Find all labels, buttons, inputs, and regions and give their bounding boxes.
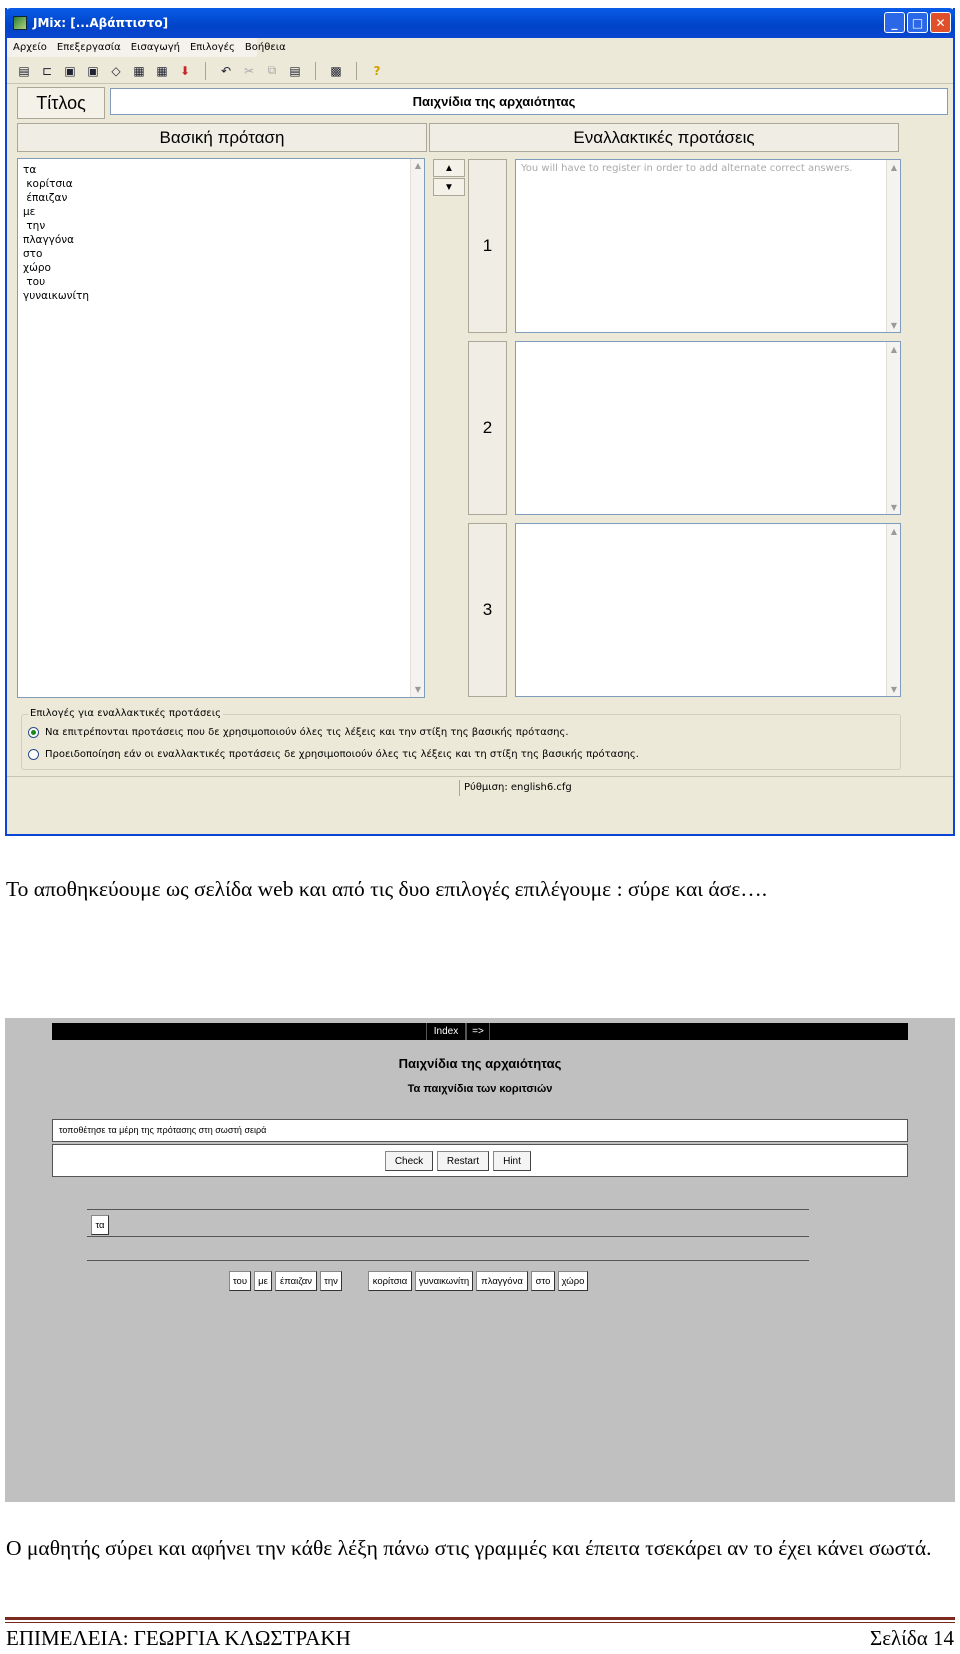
status-config: Ρύθμιση: english6.cfg <box>459 780 819 796</box>
nav-bar <box>52 1023 908 1040</box>
web-subtitle: Τα παιχνίδια των κοριτσιών <box>407 1083 553 1095</box>
scroll-down-icon[interactable]: ▼ <box>890 502 898 512</box>
scroll-up-icon[interactable]: ▲ <box>890 162 898 172</box>
cut-icon[interactable]: ✂ <box>243 63 255 78</box>
minimize-icon[interactable]: _ <box>884 12 905 33</box>
status-bar <box>7 776 953 798</box>
close-icon[interactable]: ✕ <box>930 12 951 33</box>
scroll-up-icon[interactable]: ▲ <box>414 161 422 170</box>
check-button[interactable]: Check <box>385 1151 433 1171</box>
placed-word[interactable]: τα <box>91 1215 109 1235</box>
jmix-window <box>5 8 955 836</box>
copy-icon[interactable]: ⧉ <box>267 63 277 77</box>
move-up-button[interactable] <box>433 159 465 177</box>
radio-allow[interactable] <box>28 727 39 738</box>
alternative-2-textarea[interactable] <box>515 341 901 515</box>
sentence-line: χώρο <box>23 262 51 274</box>
paragraph-student-drag: Ο μαθητής σύρει και αφήνει την κάθε λέξη πάνω στις γραμμές και έπειτα τσεκάρει αν το έχει κάνει σωστά. <box>6 1536 932 1560</box>
toolbar-separator <box>356 62 357 80</box>
alternatives-options-group <box>21 708 901 770</box>
nav-next-link[interactable]: => <box>466 1023 490 1040</box>
export-icon[interactable]: ◇ <box>111 63 121 78</box>
arrow-up-icon: ▲ <box>444 162 454 174</box>
scroll-up-icon[interactable]: ▲ <box>890 344 898 354</box>
instruction-box: τοποθέτησε τα μέρη της πρότασης στη σωστή σειρά <box>52 1119 908 1142</box>
alternative-2-button[interactable]: 2 <box>468 341 507 515</box>
sentence-line: στο <box>23 248 43 260</box>
title-label-button[interactable]: Τίτλος <box>17 87 105 119</box>
option-allow[interactable] <box>28 727 569 738</box>
word-tile[interactable]: την <box>320 1271 342 1291</box>
menu-help[interactable]: Βοήθεια <box>244 42 286 53</box>
menu-options[interactable]: Επιλογές <box>189 42 235 53</box>
new-file-icon[interactable]: ▤ <box>18 63 30 78</box>
option-allow-label: Να επιτρέπονται προτάσεις που δε χρησιμοποιούν όλες τις λέξεις και την στίξη της βασικής πρότασης. <box>45 727 569 738</box>
hint-button[interactable]: Hint <box>493 1151 531 1171</box>
alternatives-header[interactable]: Εναλλακτικές προτάσεις <box>429 123 899 152</box>
menu-edit[interactable]: Επεξεργασία <box>56 42 121 53</box>
open-folder-icon[interactable]: ⊏ <box>41 63 53 78</box>
word-tile[interactable]: στο <box>531 1271 555 1291</box>
sentence-line: έπαιζαν <box>23 192 68 204</box>
save-icon[interactable]: ▣ <box>64 63 76 78</box>
radio-warn[interactable] <box>28 749 39 760</box>
sentence-line: πλαγγόνα <box>23 234 75 246</box>
paste-icon[interactable]: ▤ <box>289 63 301 78</box>
word-tile[interactable]: γυναικωνίτη <box>415 1271 473 1291</box>
paragraph-save-web: Το αποθηκεύουμε ως σελίδα web και από τις δυο επιλογές επιλέγουμε : σύρε και άσε…. <box>6 877 768 901</box>
menu-bar <box>7 38 286 57</box>
footer-author: ΕΠΙΜΕΛΕΙΑ: ΓΕΩΡΓΙΑ ΚΛΩΣΤΡΑΚΗ <box>6 1626 351 1650</box>
arrow-down-icon: ▼ <box>444 181 454 193</box>
toolbar-separator <box>315 62 316 80</box>
print-icon[interactable]: ▩ <box>330 63 342 78</box>
scroll-up-icon[interactable]: ▲ <box>890 526 898 536</box>
alternative-3-textarea[interactable] <box>515 523 901 697</box>
options-legend: Επιλογές για εναλλακτικές προτάσεις <box>30 708 221 719</box>
maximize-icon[interactable]: □ <box>907 12 928 33</box>
app-icon <box>13 16 27 30</box>
toolbar <box>7 58 953 84</box>
footer-rule <box>5 1622 955 1623</box>
sentence-line: με <box>23 206 36 218</box>
word-tile[interactable]: με <box>254 1271 272 1291</box>
sentence-line: κορίτσια <box>23 178 73 190</box>
button-bar <box>52 1144 908 1177</box>
alternative-1-button[interactable]: 1 <box>468 159 507 333</box>
window-titlebar[interactable] <box>5 8 955 38</box>
web-page-preview <box>5 1018 955 1502</box>
scrollbar[interactable] <box>886 524 900 696</box>
sentence-line: γυναικωνίτη <box>23 290 90 302</box>
answer-line <box>87 1209 809 1210</box>
nav-index-link[interactable]: Index <box>426 1023 466 1040</box>
answer-line <box>87 1260 809 1261</box>
sentence-line: του <box>23 276 46 288</box>
alternative-1-textarea[interactable] <box>515 159 901 333</box>
download-arrow-icon[interactable]: ⬇ <box>179 63 191 78</box>
word-tile[interactable]: του <box>229 1271 251 1291</box>
window-title: JMix: [...Αβάπτιστο] <box>33 16 169 30</box>
footer-page-number: Σελίδα 14 <box>869 1626 954 1650</box>
move-down-button[interactable] <box>433 178 465 196</box>
word-tile[interactable]: έπαιζαν <box>275 1271 317 1291</box>
sentence-line: την <box>23 220 46 232</box>
menu-insert[interactable]: Εισαγωγή <box>130 42 180 53</box>
word-tile[interactable]: κορίτσια <box>368 1271 412 1291</box>
scrollbar[interactable] <box>410 159 424 697</box>
sentence-line: τα <box>23 164 37 176</box>
menu-file[interactable]: Αρχείο <box>13 42 47 53</box>
main-sentence-textarea[interactable] <box>17 158 425 698</box>
scrollbar[interactable] <box>886 160 900 332</box>
save-as-icon[interactable]: ▣ <box>87 63 99 78</box>
main-sentence-header[interactable]: Βασική πρόταση <box>17 123 427 152</box>
option-warn-label: Προειδοποίηση εάν οι εναλλακτικές προτάσεις δε χρησιμοποιούν όλες τις λέξεις και τη στίξη της βασικής πρότασης. <box>45 749 639 760</box>
word-tile[interactable]: πλαγγόνα <box>476 1271 528 1291</box>
option-warn[interactable] <box>28 749 639 760</box>
toolbar-separator <box>205 62 206 80</box>
restart-button[interactable]: Restart <box>437 1151 489 1171</box>
footer-rule <box>5 1617 955 1620</box>
word-tile[interactable]: χώρο <box>558 1271 588 1291</box>
alternative-placeholder: You will have to register in order to add alternate correct answers. <box>521 163 853 174</box>
web-title: Παιχνίδια της αρχαιότητας <box>398 1056 562 1071</box>
answer-line <box>87 1236 809 1237</box>
scrollbar[interactable] <box>886 342 900 514</box>
scroll-down-icon[interactable]: ▼ <box>890 320 898 330</box>
undo-icon[interactable]: ↶ <box>220 63 232 78</box>
title-input[interactable]: Παιχνίδια της αρχαιότητας <box>110 88 948 115</box>
scroll-down-icon[interactable]: ▼ <box>414 685 422 694</box>
help-icon[interactable]: ? <box>373 63 381 78</box>
web-page-icon[interactable]: ▦ <box>133 63 145 78</box>
alternative-3-button[interactable]: 3 <box>468 523 507 697</box>
web-drag-icon[interactable]: ▦ <box>156 63 168 78</box>
scroll-down-icon[interactable]: ▼ <box>890 684 898 694</box>
